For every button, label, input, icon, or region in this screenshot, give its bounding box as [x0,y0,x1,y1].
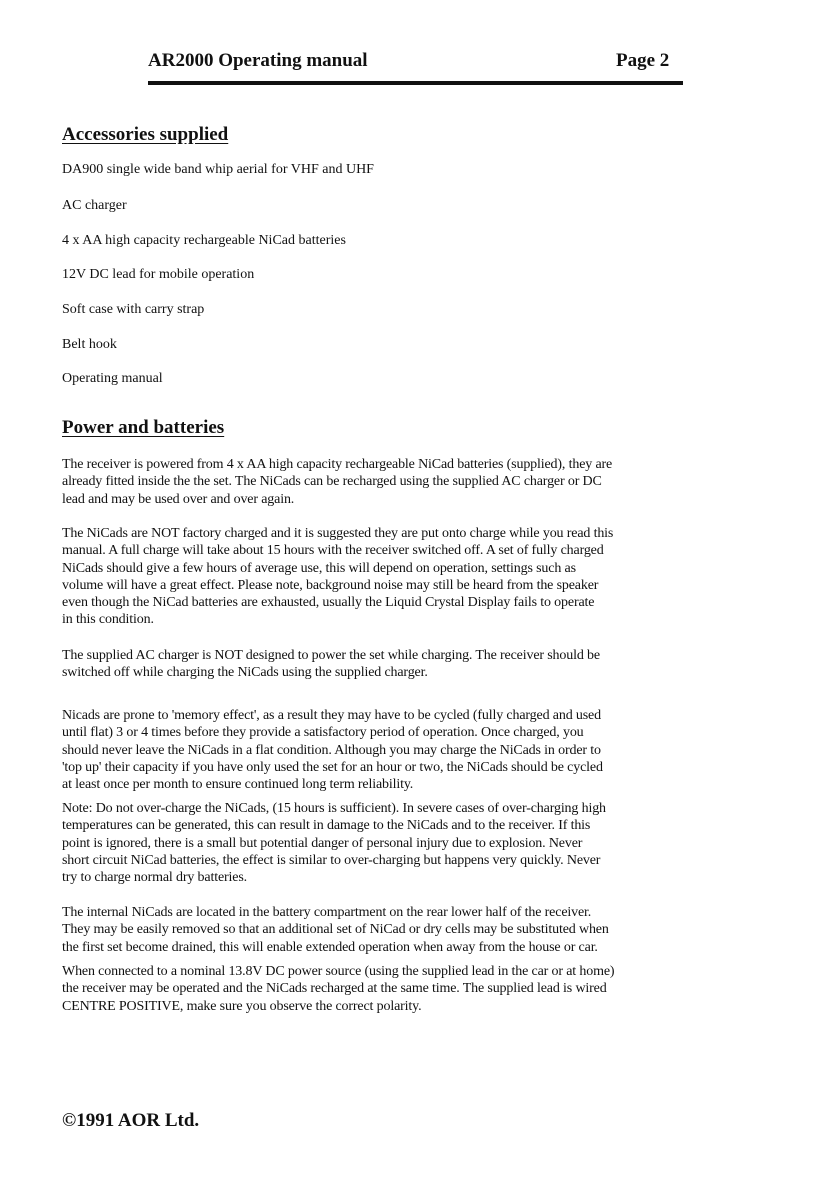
paragraph-line: NiCads should give a few hours of average use, this will depend on operation, settings such as [62,560,576,576]
paragraph-line: the receiver may be operated and the NiCads recharged at the same time. The supplied lead is wired [62,981,607,997]
paragraph-line: CENTRE POSITIVE, make sure you observe the correct polarity. [62,998,422,1014]
paragraph-line: 'top up' their capacity if you have only used the set for an hour or two, the NiCads should be cycled [62,759,603,775]
paragraph-line: the first set become drained, this will enable extended operation when away from the house or car. [62,939,598,955]
accessory-item: DA900 single wide band whip aerial for VHF and UHF [62,162,374,177]
paragraph-line: temperatures can be generated, this can result in damage to the NiCads and to the receiver. If this [62,818,591,834]
paragraph-line: lead and may be used over and over again. [62,491,295,507]
paragraph-line: The receiver is powered from 4 x AA high capacity rechargeable NiCad batteries (supplied), they are [62,457,613,472]
section-heading-power: Power and batteries [62,417,225,438]
paragraph-line: until flat) 3 or 4 times before they provide a satisfactory period of operation. Once charged, you [62,725,584,741]
paragraph [62,800,782,886]
paragraph-line: The supplied AC charger is NOT designed to power the set while charging. The receiver should be [62,648,600,663]
paragraph-line: They may be easily removed so that an additional set of NiCad or dry cells may be substituted when [62,922,609,938]
document-title: AR2000 Operating manual [148,50,368,71]
accessory-item: Soft case with carry strap [62,302,205,317]
paragraph-line: point is ignored, there is a small but potential danger of personal injury due to explosion. Never [62,835,583,851]
paragraph [62,963,782,1015]
paragraph-line: volume will have a great effect. Please note, background noise may still be heard from the speaker [62,577,599,593]
section-heading-accessories: Accessories supplied [62,124,229,145]
paragraph-line: The internal NiCads are located in the battery compartment on the rear lower half of the receiver. [62,905,592,920]
paragraph [62,525,782,629]
accessory-item: 12V DC lead for mobile operation [62,267,255,282]
accessory-item: Operating manual [62,371,163,386]
paragraph-line: even though the NiCad batteries are exhausted, usually the Liquid Crystal Display fails to operate [62,595,595,611]
paragraph [62,456,782,508]
paragraph-line: already fitted inside the the set. The NiCads can be recharged using the supplied AC charger or DC [62,474,602,490]
accessory-item: Belt hook [62,337,117,352]
paragraph-line: Note: Do not over-charge the NiCads, (15 hours is sufficient). In severe cases of over-charging high [62,801,606,816]
paragraph-line: at least once per month to ensure continued long term reliability. [62,777,414,793]
accessory-item: AC charger [62,198,127,213]
paragraph [62,904,782,956]
paragraph-line: The NiCads are NOT factory charged and it is suggested they are put onto charge while you read this [62,526,614,541]
accessory-item: 4 x AA high capacity rechargeable NiCad batteries [62,233,346,248]
header-rule [148,81,683,85]
paragraph-line: try to charge normal dry batteries. [62,870,247,886]
paragraph-line: should never leave the NiCads in a flat condition. Although you may charge the NiCads in order to [62,742,601,758]
paragraph-line: When connected to a nominal 13.8V DC power source (using the supplied lead in the car or at home) [62,964,615,979]
paragraph-line: manual. A full charge will take about 15 hours with the receiver switched off. A set of fully charged [62,543,604,559]
paragraph-line: short circuit NiCad batteries, the effect is similar to over-charging but happens very quickly. Never [62,852,601,868]
paragraph [62,707,782,793]
copyright-footer: ©1991 AOR Ltd. [62,1110,200,1131]
paragraph-line: in this condition. [62,612,154,628]
paragraph-line: switched off while charging the NiCads using the supplied charger. [62,665,428,681]
paragraph [62,647,782,682]
page-number: Page 2 [616,50,670,71]
paragraph-line: Nicads are prone to 'memory effect', as a result they may have to be cycled (fully charged and used [62,708,601,723]
